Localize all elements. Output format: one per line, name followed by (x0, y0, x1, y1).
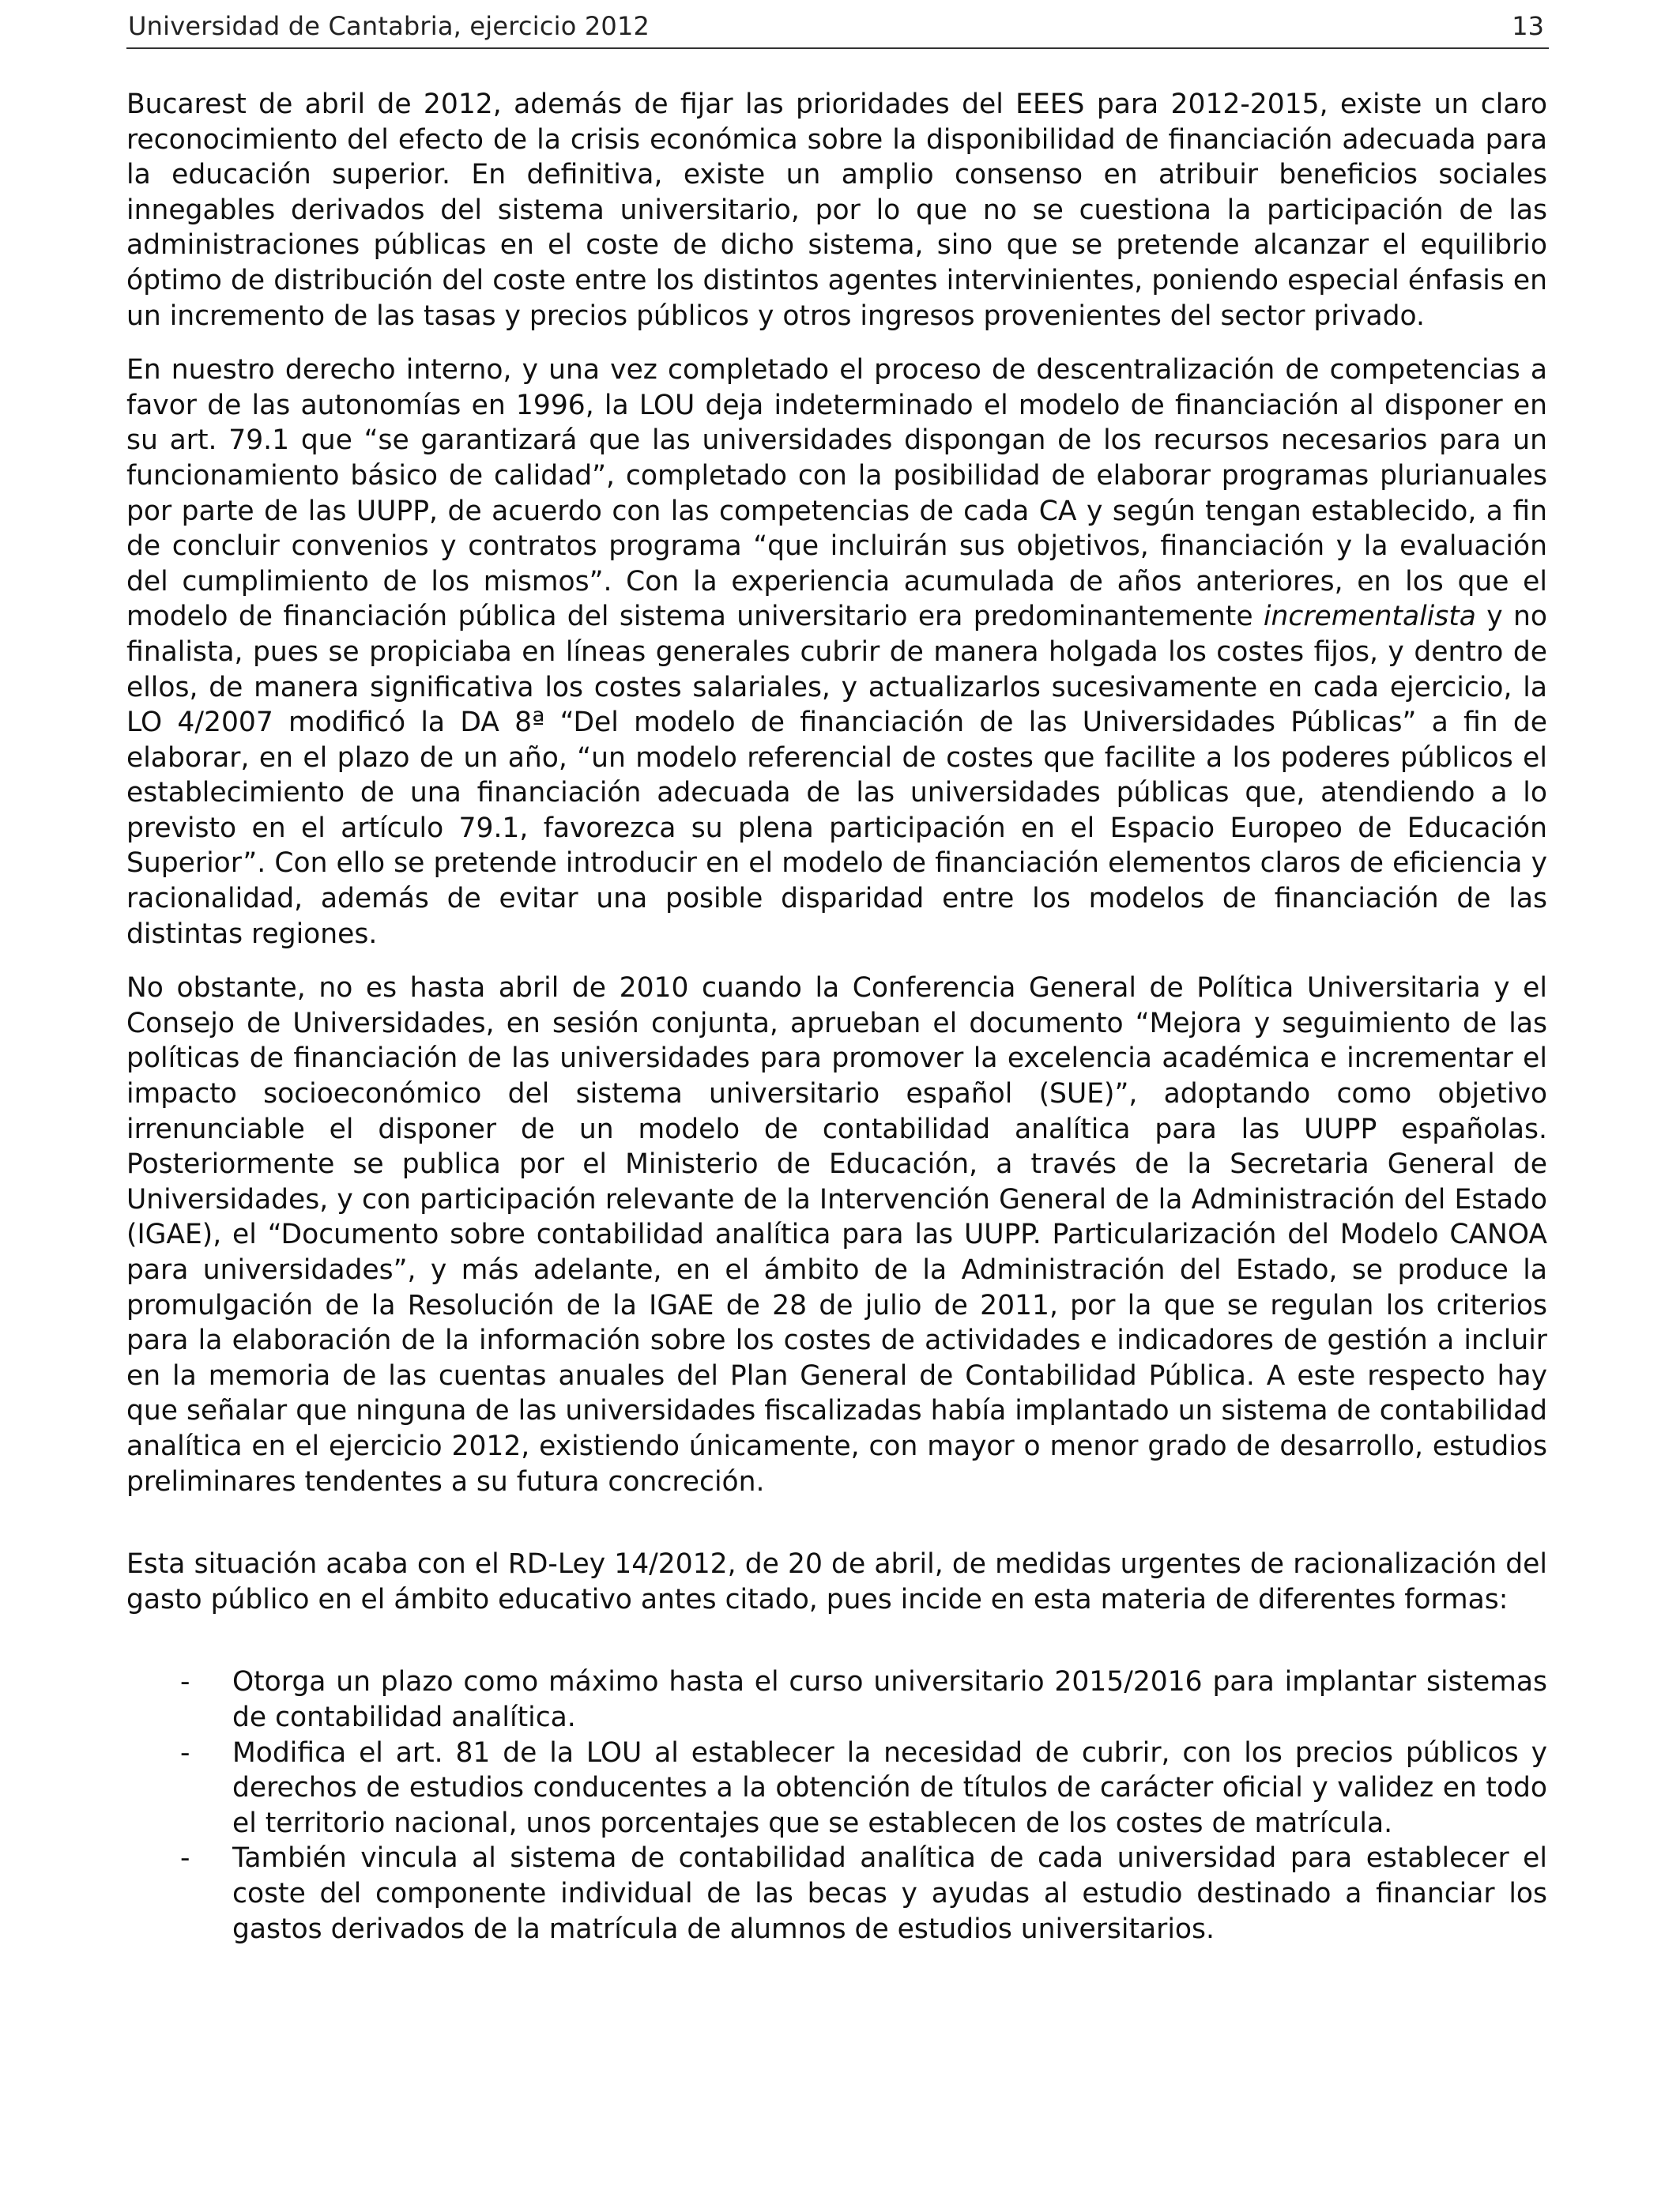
list-item-text: Otorga un plazo como máximo hasta el curso universitario 2015/2016 para implantar sistemas de contabilidad analítica. (232, 1666, 1547, 1733)
list-item (126, 1736, 1547, 1842)
paragraph-2-part-2: y no finalista, pues se propiciaba en líneas generales cubrir de manera holgada los costes fijos, y dentro de ellos, de manera significativa los costes salariales, y actualizarlos sucesivamente en cada ejercicio, la LO 4/2007 modificó la DA 8ª “Del modelo de financiación de las Universidades Públicas” a fin de elaborar, en el plazo de un año, “un modelo referencial de costes que facilite a los poderes públicos el establecimiento de una financiación adecuada de las universidades públicas que, atendiendo a lo previsto en el artículo 79.1, favorezca su plena participación en el Espacio Europeo de Educación Superior”. Con ello se pretende introducir en el modelo de financiación elementos claros de eficiencia y racionalidad, además de evitar una posible disparidad entre los modelos de financiación de las distintas regiones. (126, 601, 1548, 950)
page-number: 13 (1512, 11, 1544, 41)
document-body (126, 87, 1547, 1947)
page-header (126, 6, 1549, 49)
paragraph-1: Bucarest de abril de 2012, además de fijar las prioridades del EEES para 2012-2015, existe un claro reconocimiento del efecto de la crisis económica sobre la disponibilidad de financiación adecuada para la educación superior. En definitiva, existe un amplio consenso en atribuir beneficios sociales innegables derivados del sistema universitario, por lo que no se cuestiona la participación de las administraciones públicas en el coste de dicho sistema, sino que se pretende alcanzar el equilibrio óptimo de distribución del coste entre los distintos agentes intervinientes, poniendo especial énfasis en un incremento de las tasas y precios públicos y otros ingresos provenientes del sector privado. (126, 89, 1547, 332)
list-item-text: También vincula al sistema de contabilidad analítica de cada universidad para establecer el coste del componente individual de las becas y ayudas al estudio destinado a financiar los gastos derivados de la matrícula de alumnos de estudios universitarios. (232, 1842, 1547, 1945)
header-title: Universidad de Cantabria, ejercicio 2012 (128, 11, 650, 41)
paragraph-2-italic-term: incrementalista (1263, 601, 1476, 633)
measures-list (126, 1664, 1547, 1947)
list-item (126, 1664, 1547, 1735)
bullet-dash: - (180, 1666, 190, 1698)
paragraph-2-part-1: En nuestro derecho interno, y una vez completado el proceso de descentralización de competencias a favor de las autonomías en 1996, la LOU deja indeterminado el modelo de financiación al disponer en su art. 79.1 que “se garantizará que las universidades dispongan de los recursos necesarios para un funcionamiento básico de calidad”, completado con la posibilidad de elaborar programas plurianuales por parte de las UUPP, de acuerdo con las competencias de cada CA y según tengan establecido, a fin de concluir convenios y contratos programa “que incluirán sus objetivos, financiación y la evaluación del cumplimiento de los mismos”. Con la experiencia acumulada de años anteriores, en los que el modelo de financiación pública del sistema universitario era predominantemente (126, 354, 1547, 633)
bullet-dash: - (180, 1736, 190, 1769)
bullet-dash: - (180, 1842, 190, 1875)
paragraph-3: No obstante, no es hasta abril de 2010 cuando la Conferencia General de Política Universitaria y el Consejo de Universidades, en sesión conjunta, aprueban el documento “Mejora y seguimiento de las políticas de financiación de las universidades para promover la excelencia académica e incrementar el impacto socioeconómico del sistema universitario español (SUE)”, adoptando como objetivo irrenunciable el disponer de un modelo de contabilidad analítica para las UUPP españolas. Posteriormente se publica por el Ministerio de Educación, a través de la Secretaria General de Universidades, y con participación relevante de la Intervención General de la Administración del Estado (IGAE), el “Documento sobre contabilidad analítica para las UUPP. Particularización del Modelo CANOA para universidades”, y más adelante, en el ámbito de la Administración del Estado, se produce la promulgación de la Resolución de la IGAE de 28 de julio de 2011, por la que se regulan los criterios para la elaboración de la información sobre los costes de actividades e indicadores de gestión a incluir en la memoria de las cuentas anuales del Plan General de Contabilidad Pública. A este respecto hay que señalar que ninguna de las universidades fiscalizadas había implantado un sistema de contabilidad analítica en el ejercicio 2012, existiendo únicamente, con mayor o menor grado de desarrollo, estudios preliminares tendentes a su futura concreción. (126, 972, 1547, 1498)
list-item-text: Modifica el art. 81 de la LOU al establecer la necesidad de cubrir, con los precios públicos y derechos de estudios conducentes a la obtención de títulos de carácter oficial y validez en todo el territorio nacional, unos porcentajes que se establecen de los costes de matrícula. (232, 1736, 1547, 1839)
paragraph-2 (126, 352, 1547, 952)
paragraph-4: Esta situación acaba con el RD-Ley 14/2012, de 20 de abril, de medidas urgentes de racionalización del gasto público en el ámbito educativo antes citado, pues incide en esta materia de diferentes formas: (126, 1548, 1547, 1615)
list-item (126, 1841, 1547, 1947)
